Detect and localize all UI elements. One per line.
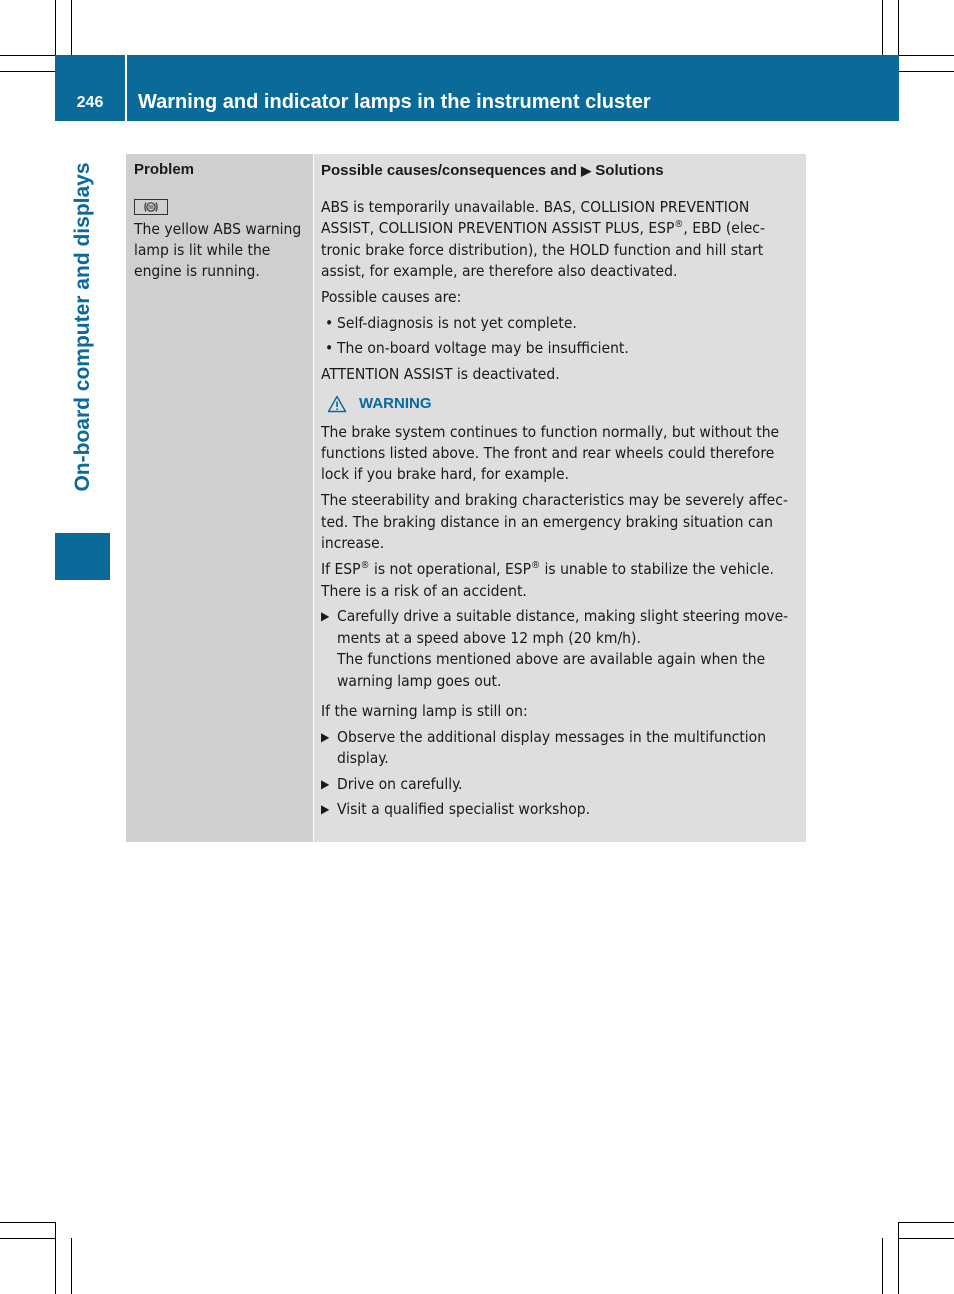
crop-mark xyxy=(899,71,954,72)
arrow-icon: ▶ xyxy=(321,802,330,817)
arrow-icon: ▶ xyxy=(321,609,330,624)
crop-mark xyxy=(899,55,954,56)
crop-mark xyxy=(0,71,55,72)
crop-mark xyxy=(71,1238,72,1294)
list-item: ▶ Carefully drive a suitable distance, making slight steering move-ments at a speed above 12 mph (20 km/h). The functions mentioned above are available again when the warning lamp goes out. xyxy=(321,606,800,692)
section-tab-label: On-board computer and displays xyxy=(70,162,94,492)
still-on-label: If the warning lamp is still on: xyxy=(321,702,528,721)
warning-paragraph: If ESP® is not operational, ESP® is unable to stabilize the vehicle. There is a risk of an accident. xyxy=(321,559,774,600)
abs-warning-lamp-icon xyxy=(134,199,168,215)
possible-causes-label: Possible causes are: xyxy=(321,288,462,307)
arrow-icon: ▶ xyxy=(321,729,330,744)
header-divider xyxy=(125,55,127,121)
warning-heading: WARNING xyxy=(327,393,800,414)
crop-mark xyxy=(898,0,899,55)
intro-paragraph: ABS is temporarily unavailable. BAS, COLLISION PREVENTION ASSIST, COLLISION PREVENTION ASSIST PLUS, ESP®, EBD (elec-tronic brake force distribution), the HOLD function and hill start assist, for example, are therefore also deactivated. xyxy=(321,198,766,281)
list-item: ▶ Observe the additional display messages in the multifunction display. xyxy=(321,727,800,770)
crop-mark xyxy=(899,1238,954,1239)
page-title: Warning and indicator lamps in the instrument cluster xyxy=(138,91,651,113)
table-header xyxy=(126,154,806,189)
crop-mark xyxy=(0,1238,55,1239)
crop-mark xyxy=(882,0,883,55)
list-item: • The on-board voltage may be insufficient. xyxy=(321,338,800,359)
page-number: 246 xyxy=(76,94,104,111)
crop-mark xyxy=(55,0,56,55)
crop-mark xyxy=(0,1222,55,1223)
column-header-problem: Problem xyxy=(134,161,195,178)
crop-mark xyxy=(55,1222,56,1294)
list-item: ▶ Drive on carefully. xyxy=(321,774,800,795)
causes-cell xyxy=(313,189,806,842)
problem-table xyxy=(126,154,806,842)
bullet-icon: • xyxy=(325,314,334,333)
step-note: The functions mentioned above are available again when the warning lamp goes out. xyxy=(337,650,766,690)
crop-mark xyxy=(899,1222,954,1223)
list-item: • Self-diagnosis is not yet complete. xyxy=(321,313,800,334)
attention-text: ATTENTION ASSIST is deactivated. xyxy=(321,364,560,383)
warning-paragraph: The steerability and braking characteristics may be severely affec-ted. The braking distance in an emergency braking situation can increase. xyxy=(321,491,788,553)
arrow-icon: ▶ xyxy=(581,163,592,178)
problem-cell xyxy=(126,189,313,842)
bullet-icon: • xyxy=(325,339,334,358)
list-item: ▶ Visit a qualified specialist workshop. xyxy=(321,799,800,820)
crop-mark xyxy=(882,1238,883,1294)
crop-mark xyxy=(71,0,72,55)
arrow-icon: ▶ xyxy=(321,776,330,791)
problem-description: The yellow ABS warning lamp is lit while the engine is running. xyxy=(134,220,302,280)
warning-paragraph: The brake system continues to function normally, but without the functions listed above. The front and rear wheels could therefore lock if you brake hard, for example. xyxy=(321,422,780,484)
crop-mark xyxy=(0,55,55,56)
table-row xyxy=(126,189,806,842)
column-header-causes: Possible causes/consequences and ▶ Solutions xyxy=(313,154,806,189)
warning-triangle-icon xyxy=(327,395,347,413)
crop-mark xyxy=(898,1222,899,1294)
